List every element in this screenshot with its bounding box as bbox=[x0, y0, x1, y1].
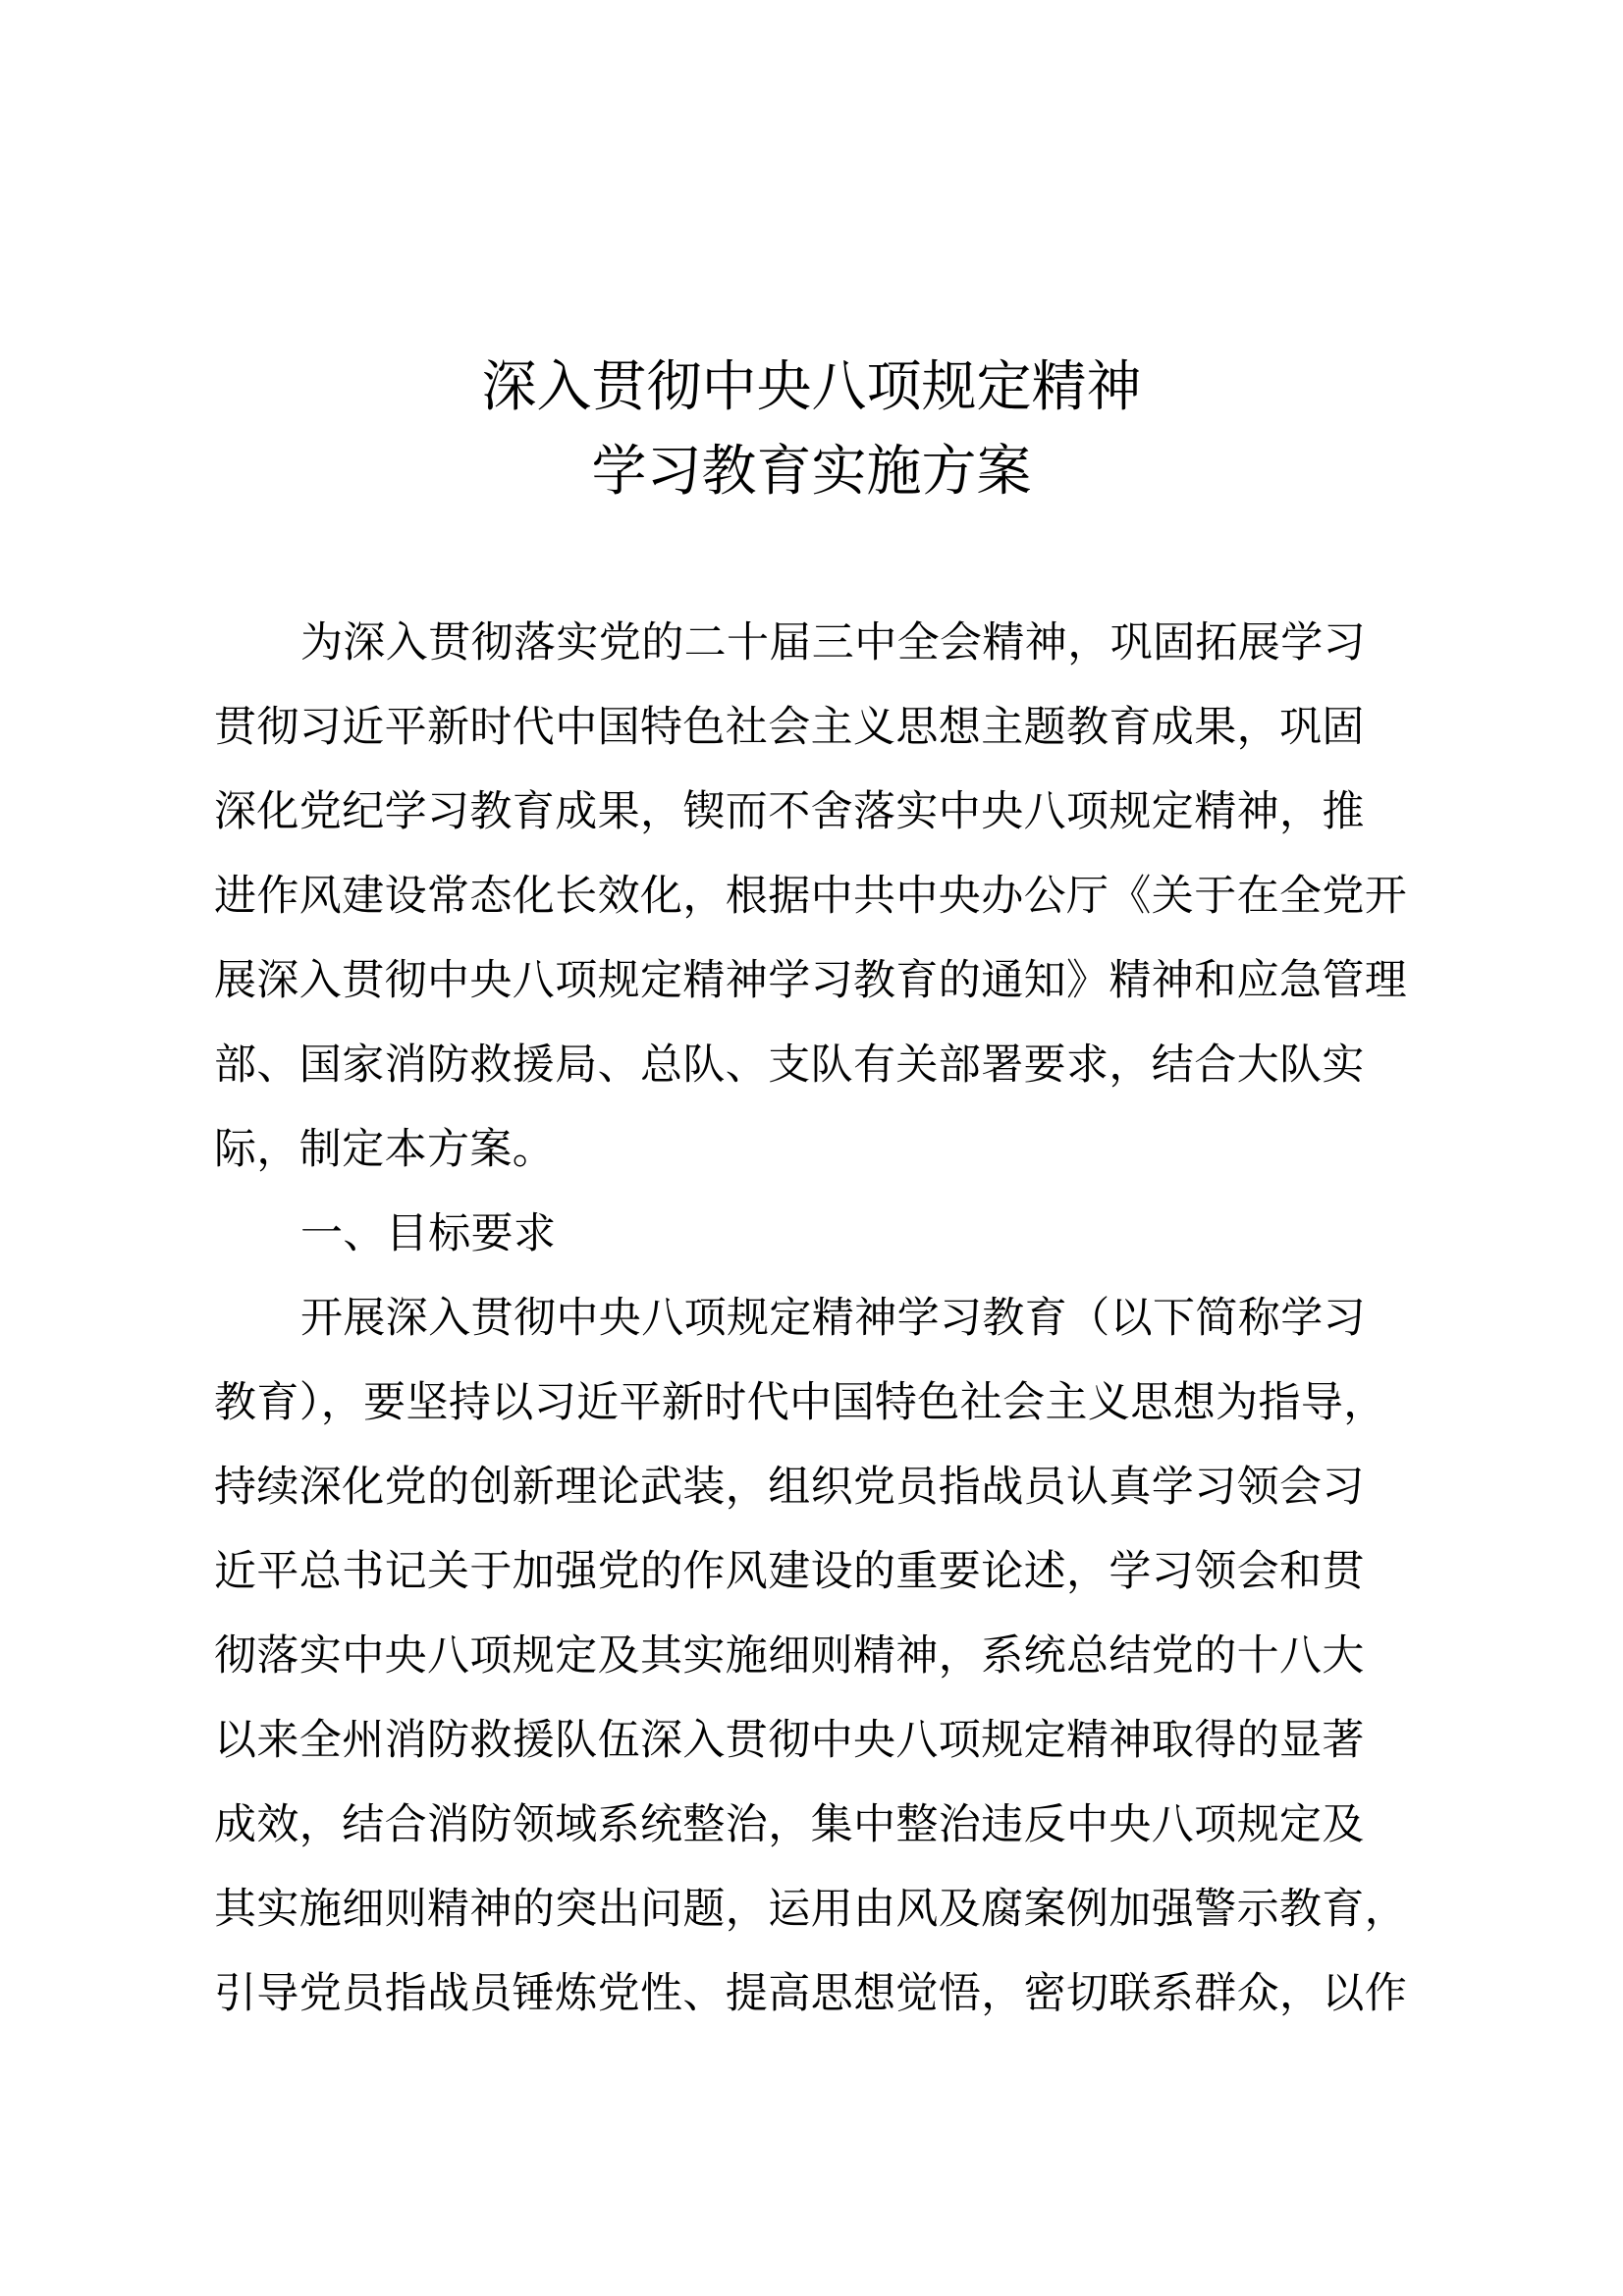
paragraph-line: 近平总书记关于加强党的作风建设的重要论述，学习领会和贯 bbox=[214, 1547, 1365, 1596]
title-line-1: 深入贯彻中央八项规定精神 bbox=[481, 355, 1142, 419]
paragraph-line: 教育），要坚持以习近平新时代中国特色社会主义思想为指导， bbox=[214, 1378, 1386, 1427]
paragraph-line: 深化党纪学习教育成果，锲而不舍落实中央八项规定精神，推 bbox=[214, 787, 1365, 836]
paragraph-line: 彻落实中央八项规定及其实施细则精神，系统总结党的十八大 bbox=[214, 1631, 1365, 1681]
paragraph-line: 以来全州消防救援队伍深入贯彻中央八项规定精神取得的显著 bbox=[214, 1716, 1365, 1765]
document-body bbox=[214, 601, 1434, 2036]
paragraph-line: 引导党员指战员锤炼党性、提高思想觉悟，密切联系群众，以作 bbox=[214, 1969, 1408, 2018]
paragraph-line: 贯彻习近平新时代中国特色社会主义思想主题教育成果，巩固 bbox=[214, 703, 1365, 752]
section-heading-goals bbox=[214, 1192, 1434, 1276]
goals-paragraph bbox=[214, 1276, 1434, 2036]
paragraph-line: 为深入贯彻落实党的二十届三中全会精神，巩固拓展学习 bbox=[300, 618, 1366, 667]
paragraph-line: 成效，结合消防领域系统整治，集中整治违反中央八项规定及 bbox=[214, 1800, 1365, 1849]
paragraph-line: 部、国家消防救援局、总队、支队有关部署要求，结合大队实 bbox=[214, 1041, 1365, 1090]
paragraph-line: 持续深化党的创新理论武装，组织党员指战员认真学习领会习 bbox=[214, 1463, 1365, 1512]
title-line-2: 学习教育实施方案 bbox=[591, 440, 1032, 504]
document-title bbox=[0, 346, 1623, 514]
section-heading: 一、目标要求 bbox=[300, 1209, 557, 1258]
paragraph-line: 其实施细则精神的突出问题，运用由风及腐案例加强警示教育， bbox=[214, 1885, 1408, 1934]
paragraph-line: 展深入贯彻中央八项规定精神学习教育的通知》精神和应急管理 bbox=[214, 956, 1408, 1005]
paragraph-line: 进作风建设常态化长效化，根据中共中央办公厅《关于在全党开 bbox=[214, 872, 1408, 921]
paragraph-line: 开展深入贯彻中央八项规定精神学习教育（以下简称学习 bbox=[300, 1294, 1366, 1343]
paragraph-line: 际，制定本方案。 bbox=[214, 1125, 556, 1174]
intro-paragraph bbox=[214, 601, 1434, 1192]
